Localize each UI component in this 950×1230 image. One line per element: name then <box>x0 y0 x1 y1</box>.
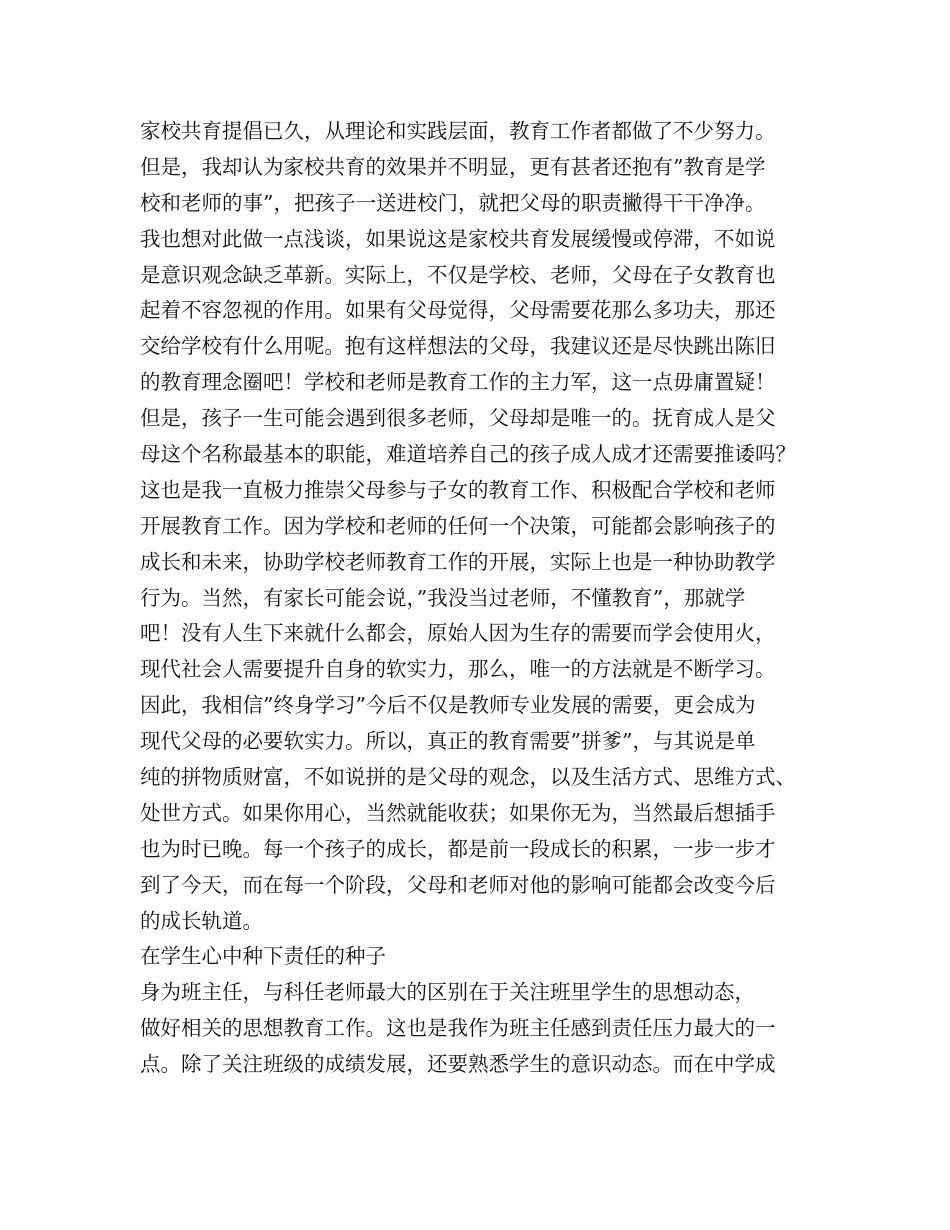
text-line: 的教育理念圈吧！学校和老师是教育工作的主力军，这一点毋庸置疑！ <box>140 370 776 395</box>
text-line: 开展教育工作。因为学校和老师的任何一个决策，可能都会影响孩子的 <box>140 513 776 538</box>
text-line: 也为时已晚。每一个孩子的成长，都是前一段成长的积累，一步一步才 <box>140 836 776 861</box>
text-line: 但是，我却认为家校共育的效果并不明显，更有甚者还抱有”教育是学 <box>140 154 766 179</box>
text-line: 是意识观念缺乏革新。实际上，不仅是学校、老师，父母在子女教育也 <box>140 262 776 287</box>
text-line: 的成长轨道。 <box>140 908 263 933</box>
text-line: 行为。当然，有家长可能会说，”我没当过老师，不懂教育”，那就学 <box>140 585 746 610</box>
document-body <box>140 114 840 1083</box>
text-line: 吧！没有人生下来就什么都会，原始人因为生存的需要而学会使用火， <box>140 621 776 646</box>
text-line: 身为班主任，与科任老师最大的区别在于关注班里学生的思想动态， <box>140 980 755 1005</box>
text-line: 现代社会人需要提升自身的软实力，那么，唯一的方法就是不断学习。 <box>140 657 776 682</box>
text-line: 纯的拼物质财富，不如说拼的是父母的观念，以及生活方式、思维方式、 <box>140 765 796 790</box>
text-line: 到了今天，而在每一个阶段，父母和老师对他的影响可能都会改变今后 <box>140 872 776 897</box>
text-line: 母这个名称最基本的职能，难道培养自己的孩子成人成才还需要推诿吗？ <box>140 442 796 467</box>
text-line: 成长和未来，协助学校老师教育工作的开展，实际上也是一种协助教学 <box>140 549 776 574</box>
text-line: 家校共育提倡已久，从理论和实践层面，教育工作者都做了不少努力。 <box>140 119 776 143</box>
text-line: 起着不容忽视的作用。如果有父母觉得，父母需要花那么多功夫，那还 <box>140 298 776 323</box>
text-line: 校和老师的事”，把孩子一送进校门，就把父母的职责撇得干干净净。 <box>140 190 766 215</box>
text-line: 做好相关的思想教育工作。这也是我作为班主任感到责任压力最大的一 <box>140 1016 776 1041</box>
text-line: 我也想对此做一点浅谈，如果说这是家校共育发展缓慢或停滞，不如说 <box>140 226 776 251</box>
text-line: 交给学校有什么用呢。抱有这样想法的父母，我建议还是尽快跳出陈旧 <box>140 334 776 359</box>
text-line: 这也是我一直极力推崇父母参与子女的教育工作、积极配合学校和老师 <box>140 477 776 502</box>
text-line: 但是，孩子一生可能会遇到很多老师，父母却是唯一的。抚育成人是父 <box>140 406 776 431</box>
text-line: 现代父母的必要软实力。所以，真正的教育需要”拼爹”，与其说是单 <box>140 729 756 754</box>
text-line: 点。除了关注班级的成绩发展，还要熟悉学生的意识动态。而在中学成 <box>140 1052 776 1077</box>
text-line: 因此，我相信”终身学习”今后不仅是教师专业发展的需要，更会成为 <box>140 693 756 718</box>
text-line: 处世方式。如果你用心，当然就能收获；如果你无为，当然最后想插手 <box>140 800 776 825</box>
section-heading: 在学生心中种下责任的种子 <box>140 944 386 969</box>
